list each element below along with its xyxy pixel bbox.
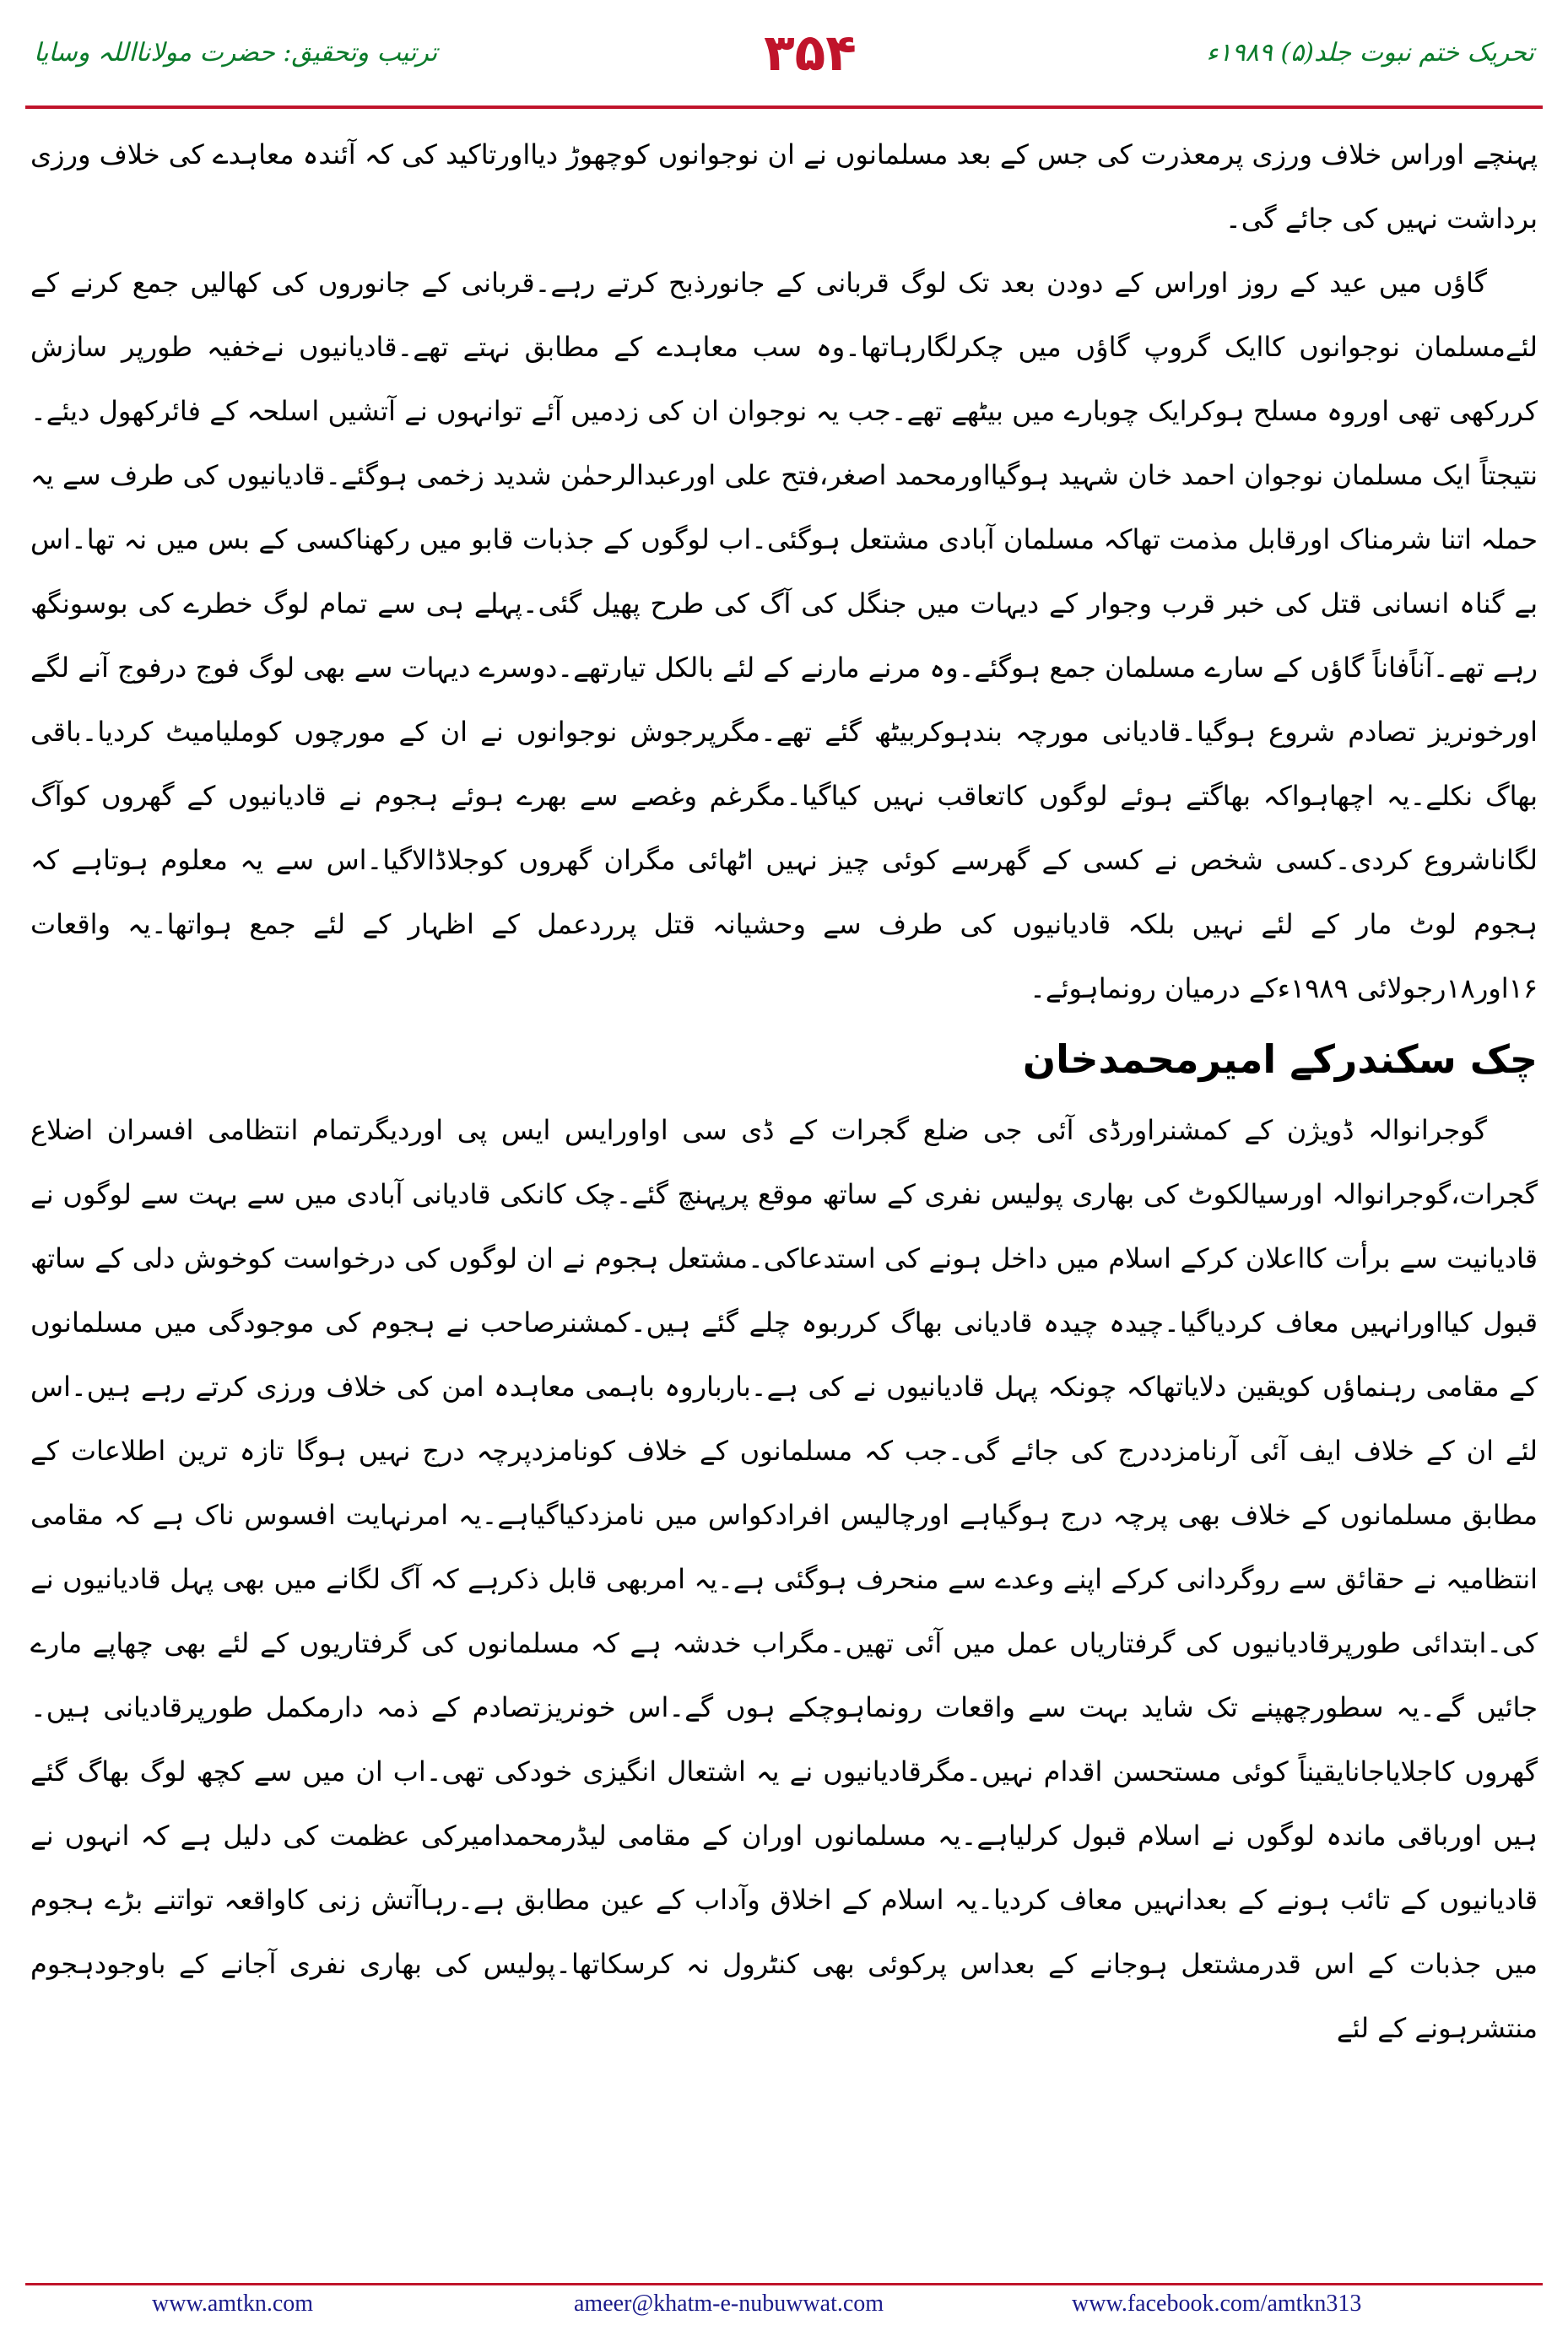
book-title: تحریک ختم نبوت جلد(۵) ۱۹۸۹ء <box>1206 38 1534 68</box>
website-link[interactable]: www.amtkn.com <box>152 2291 314 2317</box>
book-compiler: ترتیب وتحقیق: حضرت مولانااللہ وسایا <box>34 38 438 68</box>
section-heading: چک سکندرکے امیرمحمدخان <box>1022 1036 1538 1082</box>
page-number: ۳۵۴ <box>764 24 857 83</box>
header-divider <box>25 105 1543 109</box>
paragraph-1: پہنچے اوراس خلاف ورزی پرمعذرت کی جس کے بعد مسلمانوں نے ان نوجوانوں کوچھوڑ دیااورتاکید کی کہ آئندہ معاہدے کی خلاف ورزی برداشت نہیں کی جائے گی۔ <box>30 138 1538 235</box>
page-body <box>30 122 1538 2060</box>
email-link[interactable]: ameer@khatm-e-nubuwwat.com <box>574 2291 884 2317</box>
paragraph-2: گاؤں میں عید کے روز اوراس کے دودن بعد تک لوگ قربانی کے جانورذبح کرتے رہے۔قربانی کے جانوروں کی کھالیں جمع کرنے کے لئےمسلمان نوجوانوں کاایک گروپ گاؤں میں چکرلگارہاتھا۔وہ سب معاہدے کے مطابق نہتے تھے۔قادیانیوں نےخفیہ طورپر سازش کررکھی تھی اوروہ مسلح ہوکرایک چوبارے میں بیٹھے تھے۔جب یہ نوجوان ان کی زدمیں آئے توانہوں نے آتشیں اسلحہ کے فائرکھول دیئے۔نتیجتاً ایک مسلمان نوجوان احمد خان شہید ہوگیااورمحمد اصغر،فتح علی اورعبدالرحمٰن شدید زخمی ہوگئے۔قادیانیوں کی طرف سے یہ حملہ اتنا شرمناک اورقابل مذمت تھاکہ مسلمان آبادی مشتعل ہوگئی۔اب لوگوں کے جذبات قابو میں رکھناکسی کے بس میں نہ تھا۔اس بے گناہ انسانی قتل کی خبر قرب وجوار کے دیہات میں جنگل کی آگ کی طرح پھیل گئی۔پہلے ہی سے تمام لوگ خطرے کی بوسونگھ رہے تھے۔آناًفاناً گاؤں کے سارے مسلمان جمع ہوگئے۔وہ مرنے مارنے کے لئے بالکل تیارتھے۔دوسرے دیہات سے بھی لوگ فوج درفوج آنے لگے اورخونریز تصادم شروع ہوگیا۔قادیانی مورچہ بندہوکربیٹھ گئے تھے۔مگرپرجوش نوجوانوں نے ان کے مورچوں کوملیامیٹ کردیا۔باقی بھاگ نکلے۔یہ اچھاہواکہ بھاگتے ہوئے لوگوں کاتعاقب نہیں کیاگیا۔مگرغم وغصے سے بھرے ہوئے ہجوم نے قادیانیوں کے گھروں کوآگ لگاناشروع کردی۔کسی شخص نے کسی کے گھرسے کوئی چیز نہیں اٹھائی مگران گھروں کوجلاڈالاگیا۔اس سے یہ معلوم ہوتاہے کہ ہجوم لوٹ مار کے لئے نہیں بلکہ قادیانیوں کی طرف سے وحشیانہ قتل پرردعمل کے اظہار کے لئے جمع ہواتھا۔یہ واقعات ۱۶اور۱۸رجولائی ۱۹۸۹ءکے درمیان رونماہوئے۔ <box>30 267 1538 1004</box>
paragraph-3: گوجرانوالہ ڈویژن کے کمشنراورڈی آئی جی ضلع گجرات کے ڈی سی اواورایس ایس پی اوردیگرتمام انتظامی افسران اضلاع گجرات،گوجرانوالہ اورسیالکوٹ کی بھاری پولیس نفری کے ساتھ موقع پرپہنچ گئے۔چک کانکی قادیانی آبادی میں سے بہت سے لوگوں نے قادیانیت سے برأت کااعلان کرکے اسلام میں داخل ہونے کی استدعاکی۔مشتعل ہجوم نے ان لوگوں کی درخواست کوخوش دلی کے ساتھ قبول کیااورانہیں معاف کردیاگیا۔چیدہ چیدہ قادیانی بھاگ کرربوہ چلے گئے ہیں۔کمشنرصاحب نے ہجوم کی موجودگی میں مسلمانوں کے مقامی رہنماؤں کویقین دلایاتھاکہ چونکہ پہل قادیانیوں نے کی ہے۔بارباروہ باہمی معاہدہ امن کی خلاف ورزی کرتے رہے ہیں۔اس لئے ان کے خلاف ایف آئی آرنامزددرج کی جائے گی۔جب کہ مسلمانوں کے خلاف کونامزدپرچہ درج نہیں ہوگا تازہ ترین اطلاعات کے مطابق مسلمانوں کے خلاف بھی پرچہ درج ہوگیاہے اورچالیس افرادکواس میں نامزدکیاگیاہے۔یہ امرنہایت افسوس ناک ہے کہ مقامی انتظامیہ نے حقائق سے روگردانی کرکے اپنے وعدے سے منحرف ہوگئی ہے۔یہ امربھی قابل ذکرہے کہ آگ لگانے میں بھی پہل قادیانیوں نے کی۔ابتدائی طورپرقادیانیوں کی گرفتاریاں عمل میں آئی تھیں۔مگراب خدشہ ہے کہ مسلمانوں کی گرفتاریوں کے لئے بھی چھاپے مارے جائیں گے۔یہ سطورچھپنے تک شاید بہت سے واقعات رونماہوچکے ہوں گے۔اس خونریزتصادم کے ذمہ دارمکمل طورپرقادیانی ہیں۔گھروں کاجلایاجانایقیناً کوئی مستحسن اقدام نہیں۔مگرقادیانیوں نے یہ اشتعال انگیزی خودکی تھی۔اب ان میں سے کچھ لوگ بھاگ گئے ہیں اورباقی ماندہ لوگوں نے اسلام قبول کرلیاہے۔یہ مسلمانوں اوران کے مقامی لیڈرمحمدامیرکی عظمت کی دلیل ہے کہ انہوں نے قادیانیوں کے تائب ہونے کے بعدانہیں معاف کردیا۔یہ اسلام کے اخلاق وآداب کے عین مطابق ہے۔رہاآتش زنی کاواقعہ تواتنے بڑے ہجوم میں جذبات کے اس قدرمشتعل ہوجانے کے بعداس پرکوئی بھی کنٹرول نہ کرسکاتھا۔پولیس کی بھاری نفری آجانے کے باوجودہجوم منتشرہونے کے لئے <box>30 1114 1538 2044</box>
facebook-link[interactable]: www.facebook.com/amtkn313 <box>1072 2291 1362 2317</box>
page-footer <box>25 2285 1543 2328</box>
